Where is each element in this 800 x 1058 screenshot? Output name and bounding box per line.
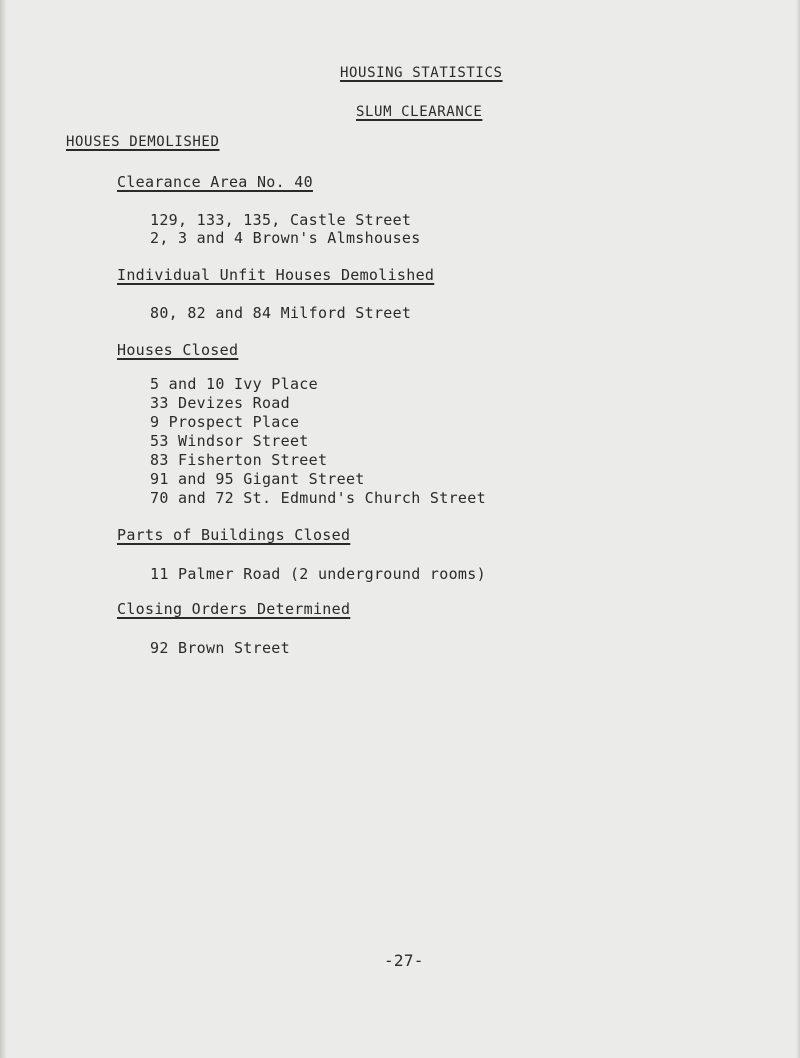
clearance-area-line: 129, 133, 135, Castle Street bbox=[150, 211, 412, 229]
clearance-area-heading: Clearance Area No. 40 bbox=[117, 173, 313, 191]
individual-unfit-heading: Individual Unfit Houses Demolished bbox=[117, 266, 435, 284]
houses-closed-line: 9 Prospect Place bbox=[150, 413, 300, 431]
closing-orders-heading: Closing Orders Determined bbox=[117, 600, 351, 618]
houses-closed-line: 53 Windsor Street bbox=[150, 432, 309, 450]
page-number: -27- bbox=[384, 951, 424, 970]
page-right-edge bbox=[796, 0, 800, 1058]
page-left-edge bbox=[0, 0, 6, 1058]
page-title: HOUSING STATISTICS bbox=[340, 65, 503, 81]
houses-closed-line: 70 and 72 St. Edmund's Church Street bbox=[150, 489, 486, 507]
page-subtitle: SLUM CLEARANCE bbox=[356, 104, 483, 120]
clearance-area-line: 2, 3 and 4 Brown's Almshouses bbox=[150, 229, 421, 247]
parts-closed-line: 11 Palmer Road (2 underground rooms) bbox=[150, 565, 486, 583]
houses-closed-line: 33 Devizes Road bbox=[150, 394, 290, 412]
individual-unfit-line: 80, 82 and 84 Milford Street bbox=[150, 304, 412, 322]
section-heading: HOUSES DEMOLISHED bbox=[66, 134, 220, 150]
houses-closed-line: 5 and 10 Ivy Place bbox=[150, 375, 318, 393]
parts-closed-heading: Parts of Buildings Closed bbox=[117, 526, 351, 544]
houses-closed-heading: Houses Closed bbox=[117, 341, 239, 359]
houses-closed-line: 91 and 95 Gigant Street bbox=[150, 470, 365, 488]
houses-closed-line: 83 Fisherton Street bbox=[150, 451, 328, 469]
closing-orders-line: 92 Brown Street bbox=[150, 639, 290, 657]
